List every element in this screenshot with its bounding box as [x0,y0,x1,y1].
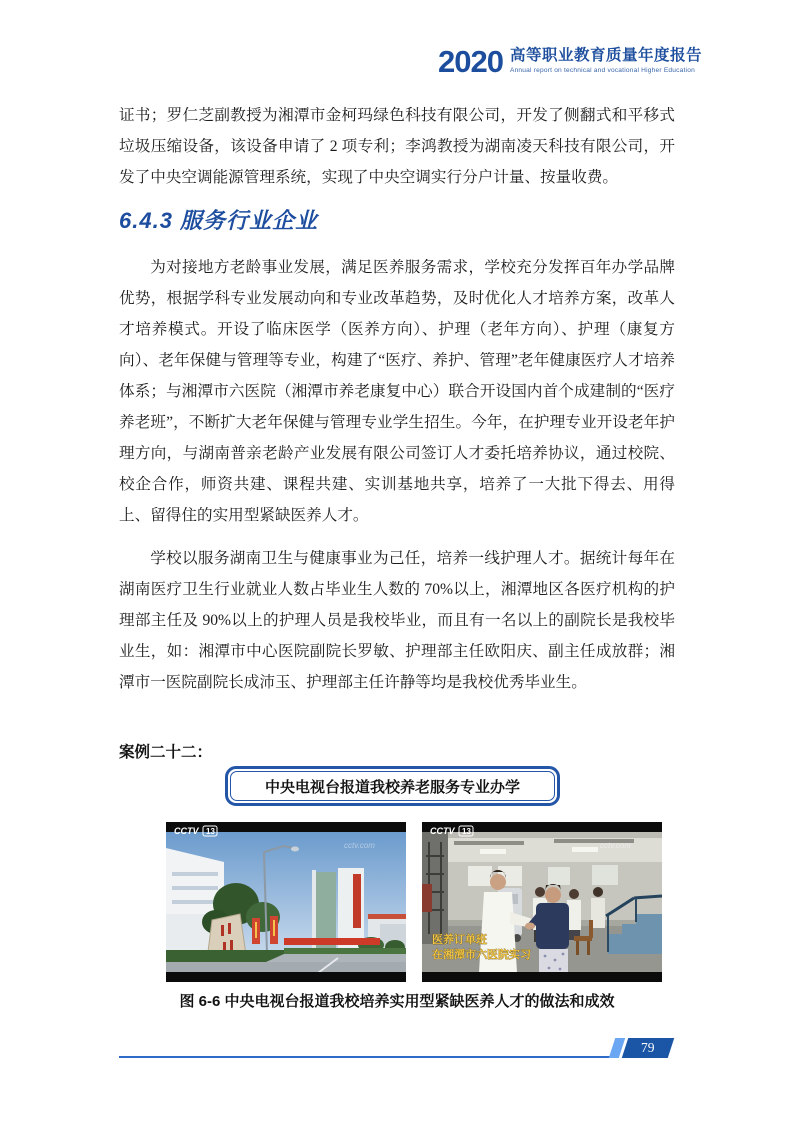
cctv-logo-text: CCTV [430,826,455,836]
cctv-channel-number: 13 [462,827,471,836]
news-screenshot-rehab-room [422,822,662,982]
paragraph-service-industry: 为对接地方老龄事业发展，满足医养服务需求，学校充分发挥百年办学品牌优势，根据学科专业发展动向和专业改革趋势，及时优化人才培养方案，改革人才培养模式。开设了临床医学（医养方向）、护理（老年方向）、护理（康复方向）、老年保健与管理等专业，构建了“医疗、养护、管理”老年健康医疗人才培养体系；与湘潭市六医院（湘潭市养老康复中心）联合开设国内首个成建制的“医疗养老班”，不断扩大老年保健与管理专业学生招生。今年，在护理专业开设老年护理方向，与湖南普亲老龄产业发展有限公司签订人才委托培养协议，通过校院、校企合作，师资共建、课程共建、实训基地共享，培养了一大批下得去、用得上、留得住的实用型紧缺医养人才。 [119,259,675,524]
cctv-logo [174,826,217,836]
letterbox-bottom [422,972,662,982]
overlay-caption-line1: 医养订单班 [432,934,487,946]
case-title-box-inner [230,771,555,801]
news-screenshot-street [166,822,406,982]
footer-rule [119,1056,616,1058]
report-title-en: Annual report on technical and vocational Higher Education [509,67,695,74]
paragraph-continued: 证书；罗仁芝副教授为湘潭市金柯玛绿色科技有限公司，开发了侧翻式和平移式垃圾压缩设备，该设备申请了 2 项专利；李鸿教授为湖南凌天科技有限公司，开发了中央空调能源管理系统，实现了中央空调实行分户计量、按量收费。 [119,107,675,186]
case-label: 案例二十二： [119,744,213,761]
letterbox-bottom [166,972,406,982]
header-titles [510,46,702,74]
report-title-cn: 高等职业教育质量年度报告 [509,47,702,64]
header-year: 2020 [438,44,503,79]
overlay-caption-line2: 在湘潭市六医院实习 [432,949,531,961]
report-header [438,46,702,77]
section-heading: 6.4.3 服务行业企业 [119,208,319,233]
cctv-watermark: cctv.com [600,841,631,850]
page-number: 79 [622,1038,674,1058]
case-title-box [225,766,560,806]
cctv-logo-text: CCTV [174,826,199,836]
street-scene [166,832,406,974]
cctv-logo [430,826,473,836]
cctv-watermark: cctv.com [344,841,375,850]
letterbox-top [422,822,662,832]
figure-caption: 图 6-6 中央电视台报道我校培养实用型紧缺医养人才的做法和成效 [179,993,615,1010]
letterbox-top [166,822,406,832]
case-title-text: 中央电视台报道我校养老服务专业办学 [264,778,520,796]
cctv-channel-number: 13 [206,827,215,836]
paragraph-nursing-talents: 学校以服务湖南卫生与健康事业为己任，培养一线护理人才。据统计每年在湖南医疗卫生行业就业人数占毕业生人数的 70%以上，湘潭地区各医疗机构的护理部主任及 90%以上的护理人员是我校毕业，而且有一名以上的副院长是我校毕业生，如：湘潭市中心医院副院长罗敏、护理部主任欧阳庆、副主任成放群；湘潭市一医院副院长成沛玉、护理部主任许静等均是我校优秀毕业生。 [119,550,675,691]
page-number-badge [612,1038,671,1058]
